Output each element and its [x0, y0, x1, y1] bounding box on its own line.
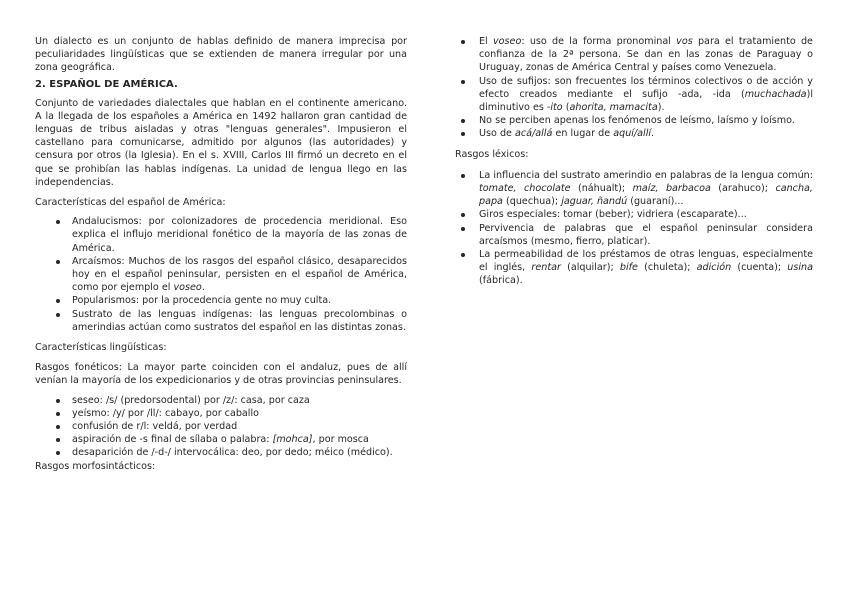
morpho-heading: Rasgos morfosintácticos:	[35, 460, 156, 472]
list-item: Popularismos: por la procedencia gente no muy culta.	[72, 294, 407, 307]
right-column	[455, 35, 813, 288]
list-item: yeísmo: /y/ por /ll/: cabayo, por caballo	[72, 407, 407, 420]
lexical-list	[455, 169, 813, 288]
phonetic-list	[35, 394, 407, 460]
characteristics-heading: Características del español de América:	[35, 197, 226, 209]
list-item: confusión de r/l: veldá, por verdad	[72, 420, 407, 433]
list-item: La influencia del sustrato amerindio en palabras de la lengua común: tomate, chocolate (náhualt); maíz, barbacoa (arahuco); cancha, papa (quechua); jaguar, ñandú (guaraní)...	[479, 169, 813, 208]
list-item: Andalucismos: por colonizadores de procedencia meridional. Eso explica el influjo meridional fonético de la mayoría de las zonas de América.	[72, 216, 407, 254]
list-item: No se perciben apenas los fenómenos de leísmo, laísmo y loísmo.	[479, 114, 813, 127]
definition-paragraph: Conjunto de variedades dialectales que hablan en el continente americano. A la llegada de los españoles a América en 1492 hallaron gran cantidad de lenguas de tribus aisladas y otras "lenguas generales". Impusieron el castellano para comunicarse, admitido por algunos (las autoridades) y censura por otros (la Iglesia). En el s. XVIII, Carlos III firmó un decreto en el que se prohibían las hablas indígenas. La unidad de lengua llego en las independencias.	[35, 97, 407, 188]
list-item: Sustrato de las lenguas indígenas: las lenguas precolombinas o amerindias actúan como sustratos del español en las distintas zonas.	[72, 308, 407, 333]
list-item: El voseo: uso de la forma pronominal vos para el tratamiento de confianza de la 2ª persona. Se dan en las zonas de Paraguay o Uruguay, zonas de América Central y países como Venezuela.	[479, 36, 813, 74]
list-item: La permeabilidad de los préstamos de otras lenguas, especialmente el inglés, rentar (alquilar); bife (chuleta); adición (cuenta); usina (fábrica).	[479, 249, 813, 287]
list-item: seseo: /s/ (predorsodental) por /z/: casa, por caza	[72, 394, 407, 407]
list-item: Giros especiales: tomar (beber); vidriera (escaparate)...	[479, 208, 813, 221]
left-column	[35, 35, 407, 473]
list-item: Arcaísmos: Muchos de los rasgos del español clásico, desaparecidos hoy en el español peninsular, persisten en el español de América, como por ejemplo el voseo.	[72, 255, 407, 294]
linguistic-heading: Características lingüísticas:	[35, 342, 167, 354]
phonetic-intro: Rasgos fonéticos: La mayor parte coinciden con el andaluz, pues de allí venían la mayoría de los expedicionarios y de otras provincias peninsulares.	[35, 362, 407, 387]
section-title: 2. ESPAÑOL DE AMÉRICA.	[35, 78, 178, 90]
voseo-example: voseo	[173, 282, 202, 294]
list-item: Pervivencia de palabras que el español peninsular considera arcaísmos (mesmo, fierro, platicar).	[479, 222, 813, 247]
characteristics-list	[35, 215, 407, 334]
list-item: Uso de sufijos: son frecuentes los términos colectivos o de acción y efecto creados mediante el sufijo -ada, -ida (muchachada)l diminutivo es -ito (ahorita, mamacita).	[479, 75, 813, 114]
lexical-heading: Rasgos léxicos:	[455, 148, 529, 160]
list-item: Uso de acá/allá en lugar de aquí/allí.	[479, 127, 813, 140]
intro-paragraph: Un dialecto es un conjunto de hablas definido de manera imprecisa por peculiaridades lingüísticas que se extienden de manera irregular por una zona geográfica.	[35, 36, 407, 74]
morpho-list	[455, 35, 813, 141]
list-item: desaparición de /-d-/ intervocálica: deo, por dedo; méico (médico).	[72, 446, 407, 459]
list-item: aspiración de -s final de sílaba o palabra: [mohca], por mosca	[72, 433, 407, 446]
